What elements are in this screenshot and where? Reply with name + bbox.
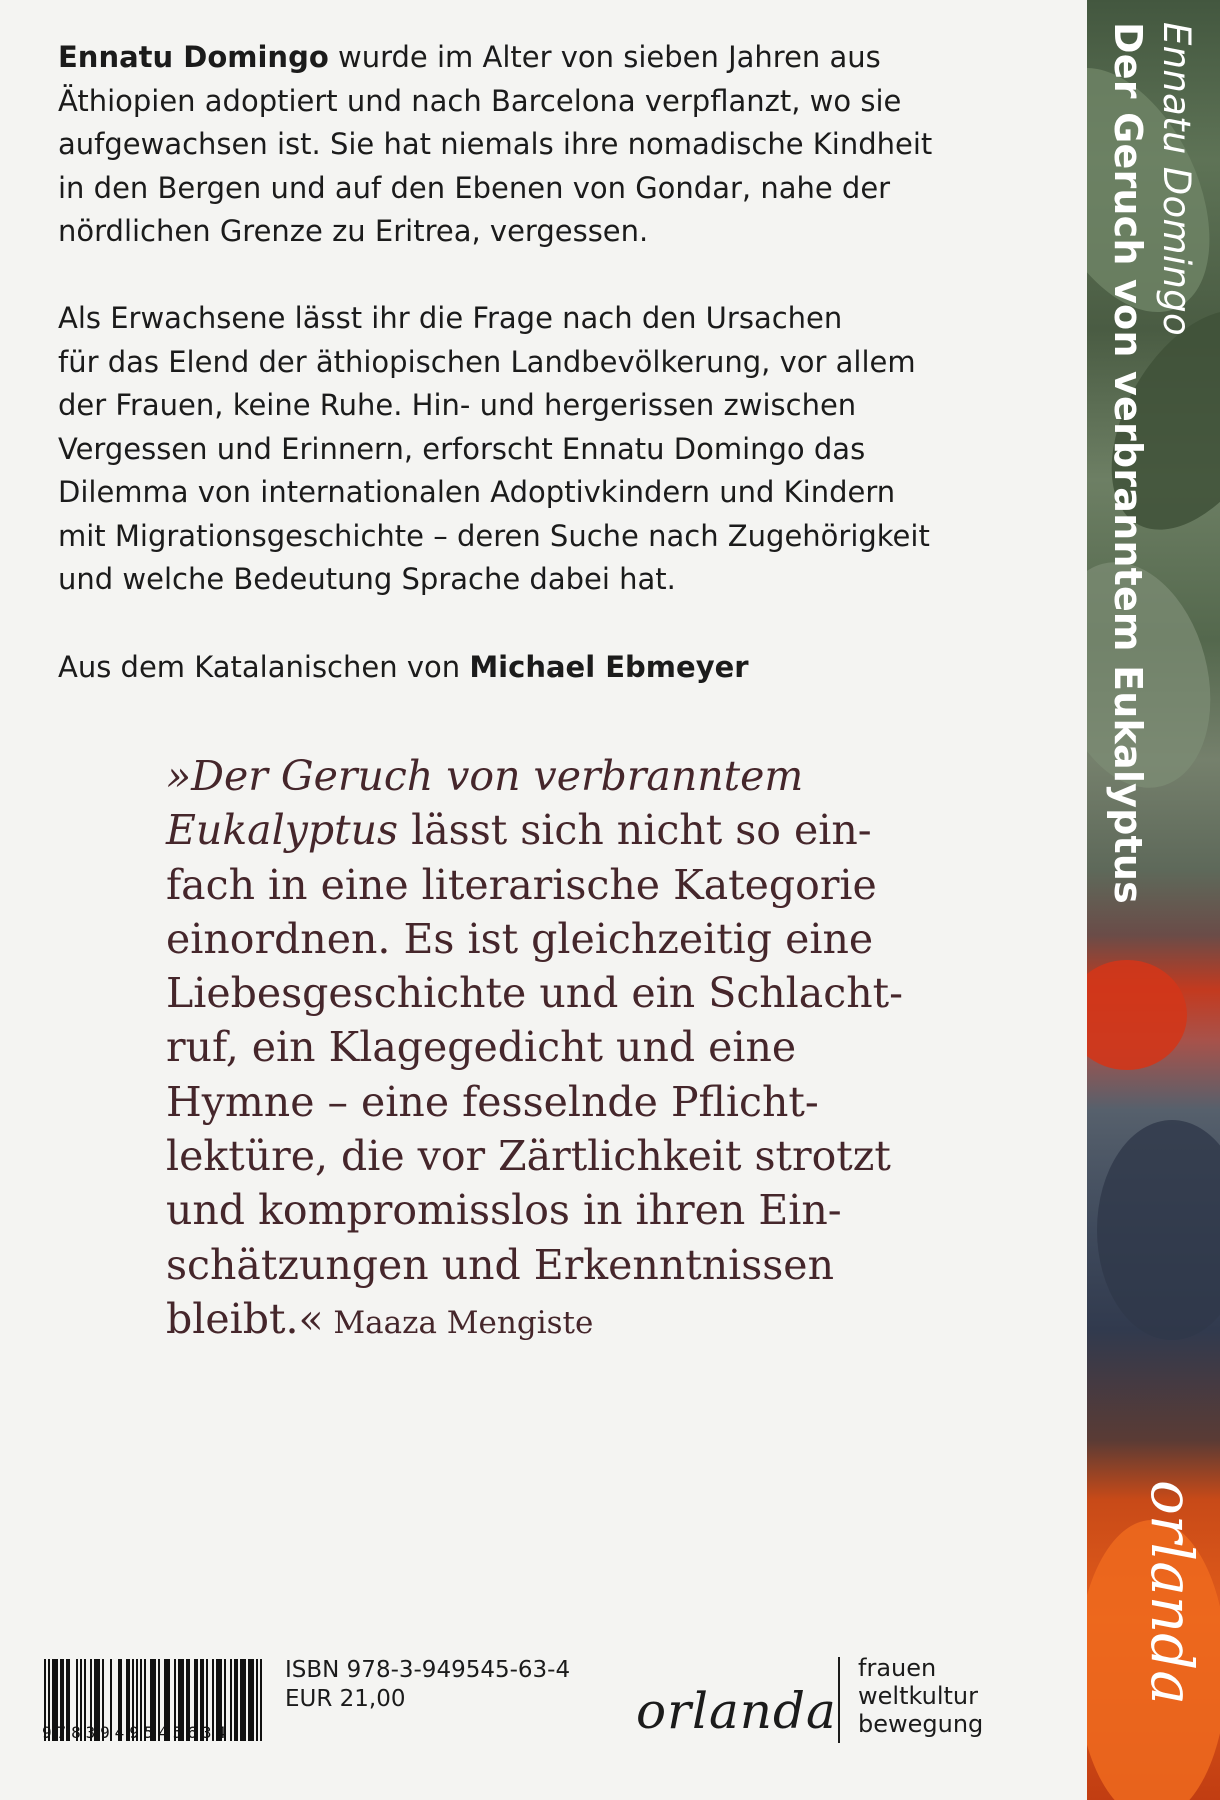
quote-line: »Der Geruch von verbranntem xyxy=(166,752,804,800)
review-quote xyxy=(166,749,986,1350)
bio-line: Äthiopien adoptiert und nach Barcelona verpflanzt, wo sie xyxy=(58,83,902,118)
publisher-tagline xyxy=(858,1654,983,1738)
author-bio xyxy=(58,36,958,645)
price: EUR 21,00 xyxy=(285,1686,406,1712)
quote-line: lektüre, die vor Zärtlichkeit strotzt xyxy=(166,1132,891,1181)
quote-line: fach in eine literarische Kategorie xyxy=(166,860,877,909)
book-spine xyxy=(1087,0,1220,1800)
bio-line: aufgewachsen ist. Sie hat niemals ihre nomadische Kindheit xyxy=(58,127,933,161)
bio-line: Dilemma von internationalen Adoptivkindern und Kindern xyxy=(58,475,896,509)
bio-line: Ennatu Domingo wurde im Alter von sieben Jahren aus xyxy=(58,40,881,74)
translator-credit: Aus dem Katalanischen von Michael Ebmeyer xyxy=(58,650,749,684)
quote-line: Liebesgeschichte und ein Schlacht- xyxy=(166,969,903,1018)
bio-line: nördlichen Grenze zu Eritrea, vergessen. xyxy=(58,214,649,248)
spine-title: Der Geruch von verbranntem Eukalyptus xyxy=(1106,22,1150,904)
isbn-number: ISBN 978-3-949545-63-4 xyxy=(285,1657,571,1683)
publisher-logo: orlanda xyxy=(636,1682,837,1740)
spine-publisher-logo: orlanda xyxy=(1138,1480,1206,1705)
bio-line: in den Bergen und auf den Ebenen von Gondar, nahe der xyxy=(58,170,891,205)
quote-line: schätzungen und Erkenntnissen xyxy=(166,1240,834,1289)
price-info xyxy=(285,1656,570,1714)
quote-line: Hymne – eine fesselnde Pflicht- xyxy=(166,1077,819,1126)
bio-paragraph-1 xyxy=(58,36,958,254)
bio-line: Als Erwachsene lässt ihr die Frage nach den Ursachen xyxy=(58,301,843,335)
tagline-line: bewegung xyxy=(858,1710,984,1738)
author-name: Ennatu Domingo xyxy=(58,40,329,74)
bio-line: für das Elend der äthiopischen Landbevölkerung, vor allem xyxy=(58,344,916,379)
quote-line: ruf, ein Klagegedicht und eine xyxy=(166,1023,797,1072)
spine-author: Ennatu Domingo xyxy=(1155,22,1198,336)
quote-line: und kompromisslos in ihren Ein- xyxy=(166,1186,842,1235)
quote-line: einordnen. Es ist gleichzeitig eine xyxy=(166,914,874,963)
bio-line: mit Migrationsgeschichte – deren Suche nach Zugehörigkeit xyxy=(58,518,930,553)
quote-line: bleibt.« Maaza Mengiste xyxy=(166,1294,594,1343)
bio-paragraph-2 xyxy=(58,297,958,602)
tagline-line: frauen xyxy=(858,1654,937,1682)
tagline-line: weltkultur xyxy=(858,1682,978,1710)
spine-text xyxy=(1087,0,1220,1800)
quote-line: Eukalyptus lässt sich nicht so ein- xyxy=(166,806,872,855)
bio-line: und welche Bedeutung Sprache dabei hat. xyxy=(58,562,676,596)
bio-line: der Frauen, keine Ruhe. Hin- und hergerissen zwischen xyxy=(58,388,857,422)
logo-divider xyxy=(838,1657,840,1743)
quote-author: Maaza Mengiste xyxy=(323,1304,594,1341)
translator-name: Michael Ebmeyer xyxy=(469,650,749,684)
barcode-digits: 9783949545634 xyxy=(42,1723,231,1742)
bio-line: Vergessen und Erinnern, erforscht Ennatu Domingo das xyxy=(58,431,866,466)
